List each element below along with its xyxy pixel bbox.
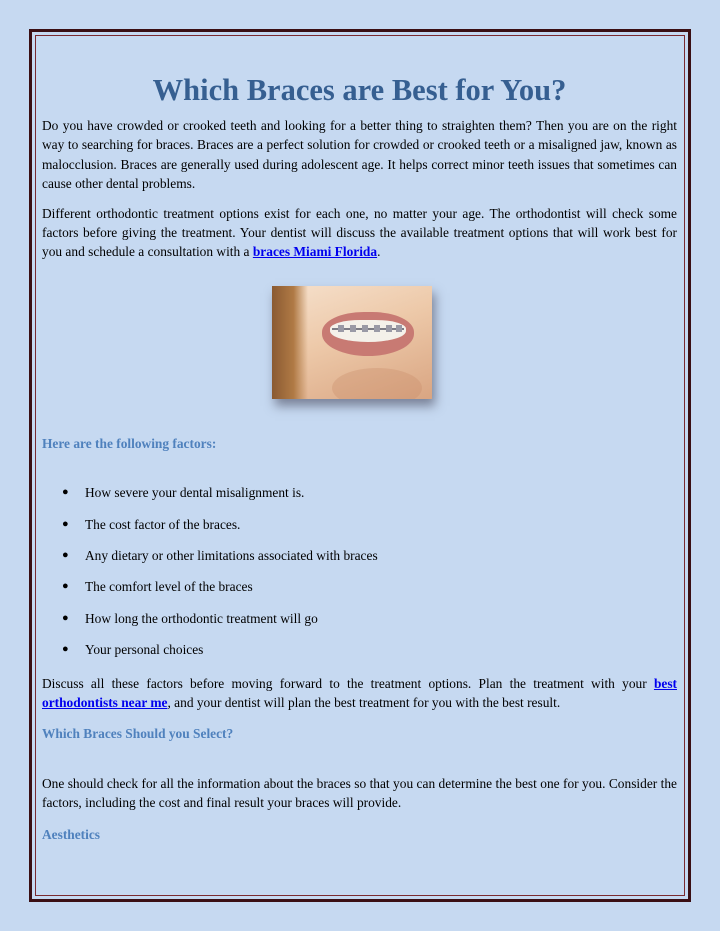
factors-list — [42, 483, 677, 659]
list-item: ● Your personal choices — [42, 640, 677, 659]
page-title: Which Braces are Best for You? — [152, 73, 567, 107]
bullet-icon: ● — [62, 517, 69, 530]
aesthetics-heading: Aesthetics — [42, 826, 101, 842]
consultation-text: Different orthodontic treatment options exist for each one, no matter your age. The orthodontist will check some factors before giving the treatment. Your dentist will discuss the available treatment options that will work best for you and schedule a consultation with a — [42, 205, 677, 260]
document-body — [42, 72, 677, 844]
list-item: ● How severe your dental misalignment is. — [42, 483, 677, 502]
information-paragraph: One should check for all the information about the braces so that you can determine the best one for you. Consider the factors, including the cost and final result your braces will provide. — [42, 775, 677, 811]
intro-paragraph: Do you have crowded or crooked teeth and looking for a better thing to straighten them? Then you are on the right way to searching for braces. Braces are a perfect solution for crowded or crooked teeth or a misaligned jaw, known as malocclusion. Braces are generally used during adolescent age. It helps correct minor teeth issues that sometimes can cause other dental problems. — [42, 118, 677, 192]
list-item: ● The comfort level of the braces — [42, 577, 677, 596]
list-item: ● The cost factor of the braces. — [42, 515, 677, 534]
bullet-icon: ● — [62, 611, 69, 624]
consultation-paragraph: Different orthodontic treatment options exist for each one, no matter your age. The orthodontist will check some factors before giving the treatment. Your dentist will discuss the available treatment options that will work best for you and schedule a consultation with a braces Miami Florida. — [42, 205, 677, 260]
list-item: ● Any dietary or other limitations associated with braces — [42, 546, 677, 565]
list-item: ● How long the orthodontic treatment will go — [42, 609, 677, 628]
select-heading: Which Braces Should you Select? — [42, 725, 234, 741]
braces-photo-container — [42, 286, 677, 434]
bullet-icon: ● — [62, 580, 69, 593]
best-orthodontists-link[interactable]: best orthodontists near me — [42, 675, 677, 711]
braces-smile-image — [272, 286, 432, 399]
bullet-icon: ● — [62, 486, 69, 499]
treatment-paragraph: Discuss all these factors before moving forward to the treatment options. Plan the treatment with your best orthodontists near me, and your dentist will plan the best treatment for you with the best result. — [42, 675, 677, 711]
bullet-icon: ● — [62, 549, 69, 562]
braces-miami-florida-link[interactable]: braces Miami Florida — [252, 244, 378, 260]
factors-heading: Here are the following factors: — [42, 435, 217, 451]
bullet-icon: ● — [62, 643, 69, 656]
